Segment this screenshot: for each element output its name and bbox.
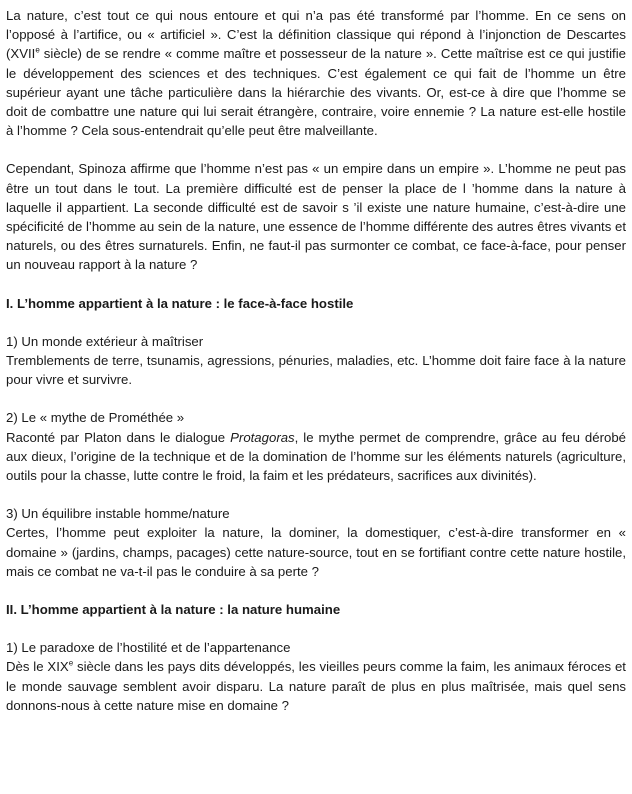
section-title: 3) Un équilibre instable homme/nature <box>6 506 230 522</box>
part1-section-1 <box>6 332 626 390</box>
section-title: 1) Un monde extérieur à maîtriser <box>6 333 204 349</box>
section-text-a: Raconté par Platon dans le dialogue <box>6 429 231 445</box>
dialogue-title: Protagoras <box>230 429 295 445</box>
section-text-b: siècle dans les pays dits développés, les vieilles peurs comme la faim, les animaux féroces et le monde sauvage semblent avoir disparu. La nature paraît de plus en plus maîtrisée, mais quel sens donnons-nous à cette nature mise en domaine ? <box>6 659 626 713</box>
section-text-a: Dès le XIX <box>6 659 69 675</box>
century-superscript: e <box>68 659 74 669</box>
section-text-b: , le mythe permet de comprendre, grâce au feu dérobé aux dieux, l’origine de la technique et de la domination de l’homme sur les éléments naturels (agriculture, outils pour la chasse, lutte contre le froid, la faim et les prédateurs, sacrifices aux divinités). <box>6 429 626 484</box>
section-text <box>6 657 626 715</box>
part1-section-3 <box>6 504 626 581</box>
intro-p1-text-a: La nature, c’est tout ce qui nous entoure et qui n’a pas été transformé par l’homme. En ce sens on l’opposé à l’artifice, ou « artificiel ». C’est la définition classique qui répond à l’injonction de Descartes (XVII <box>6 8 626 62</box>
section-text: Tremblements de terre, tsunamis, agressions, pénuries, maladies, etc. L’homme doit faire face à la nature pour vivre et survivre. <box>6 353 626 388</box>
intro-paragraph-2: Cependant, Spinoza affirme que l’homme n’est pas « un empire dans un empire ». L’homme ne peut pas être un tout dans le tout. La première difficulté est de penser la place de l ’homme dans la nature à laquelle il appartient. La seconde difficulté est de savoir s ’il existe une nature humaine, c’est-à-dire une spécificité de l’homme au sein de la nature, une essence de l’homme différente des autres êtres vivants et naturels, ou des êtres surnaturels. Enfin, ne faut-il pas surmonter ce combat, ce face-à-face, pour penser un nouveau rapport à la nature ? <box>6 161 626 273</box>
section-title: 1) Le paradoxe de l’hostilité et de l’appartenance <box>6 640 291 656</box>
part1-section-2 <box>6 408 626 485</box>
part2-heading: II. L’homme appartient à la nature : la nature humaine <box>6 602 341 618</box>
section-title: 2) Le « mythe de Prométhée » <box>6 410 185 426</box>
part2-section-1 <box>6 638 626 715</box>
section-text: Certes, l’homme peut exploiter la nature, la dominer, la domestiquer, c’est-à-dire transformer en « domaine » (jardins, champs, pacages) cette nature-source, tout en se fortifiant contre cette nature hostile, mais ce combat ne va-t-il pas le conduire à sa perte ? <box>6 525 626 579</box>
part1-heading: I. L’homme appartient à la nature : le face-à-face hostile <box>6 295 354 311</box>
century-superscript: e <box>35 46 40 56</box>
intro-p1-text-b: siècle) de se rendre « comme maître et possesseur de la nature ». Cette maîtrise est ce qui justifie le développement des sciences et des techniques. C’est également ce qui fait de l’homme un être supérieur ayant une tâche particulière dans la hiérarchie des vivants. Or, est-ce à dire que l’homme se doit de combattre une nature qui lui serait étrangère, contraire, voire ennemie ? La nature est-elle hostile à l’homme ? Cela sous-entendrait qu’elle peut être malveillante. <box>6 46 626 139</box>
intro-paragraph-1 <box>6 6 626 140</box>
section-text <box>6 428 626 486</box>
